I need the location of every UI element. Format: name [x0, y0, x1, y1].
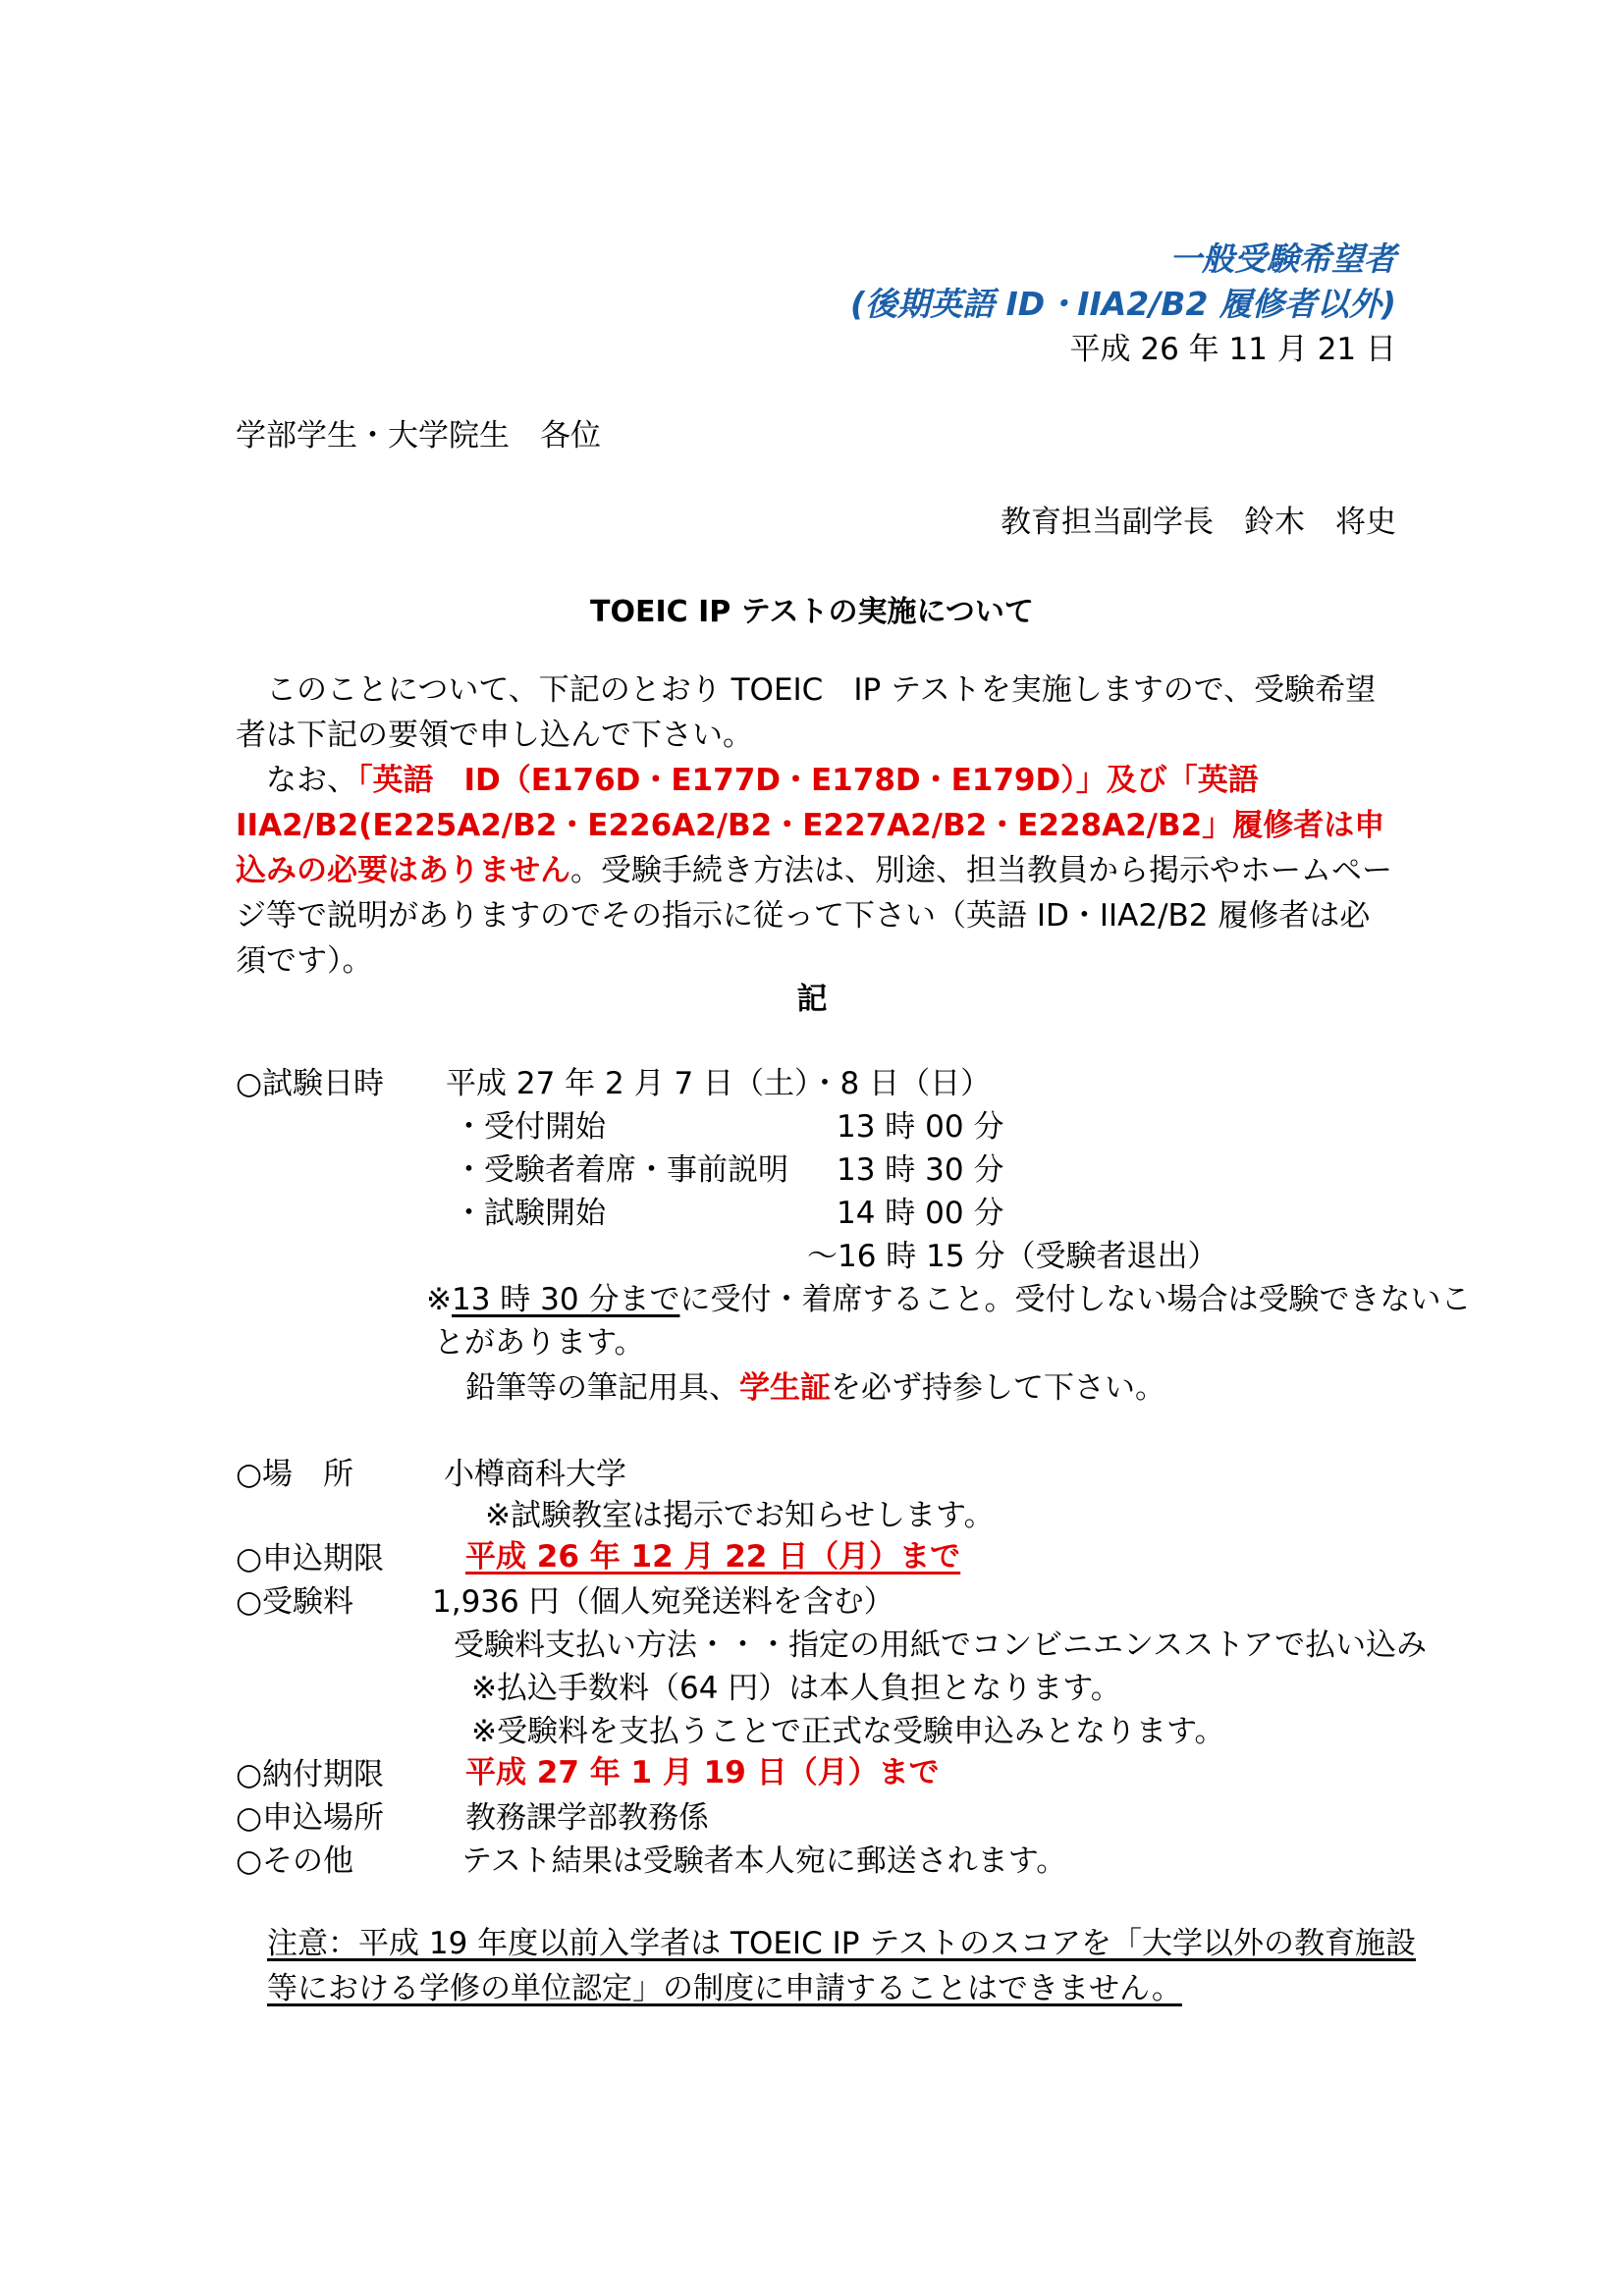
note-mark: ※: [426, 1282, 452, 1317]
bring-suffix: を必ず持参して下さい。: [831, 1370, 1165, 1406]
fee-label: ○受験料: [236, 1584, 354, 1620]
schedule-time-reception: 13 時 00 分: [837, 1109, 1004, 1145]
intro-text-1: このことについて、下記のとおり TOEIC IP テストを実施しますので、受験希望者は下記の要領で申し込んで下さい。: [236, 672, 1377, 753]
exam-note-line1: [426, 1274, 1471, 1318]
payment-deadline-label: ○納付期限: [236, 1757, 385, 1792]
intro-procedure: 。受験手続き方法は、別途、担当教員から掲示やホームページ等で説明がありますのでその指示に従って下さい（英語 ID・IIA2/B2 履修者は必須です）。: [236, 853, 1392, 979]
place-value: 小樽商科大学: [444, 1457, 626, 1492]
schedule-end: ～16 時 15 分（受験者退出）: [807, 1239, 1218, 1274]
schedule-time-seating: 13 時 30 分: [837, 1152, 1004, 1188]
schedule-item-reception: ・受付開始: [454, 1109, 606, 1145]
bring-items: [465, 1362, 1165, 1407]
sender: 教育担当副学長 鈴木 将史: [1001, 505, 1396, 540]
target-audience-line2: (後期英語 ID・IIA2/B2 履修者以外): [849, 285, 1396, 323]
note-text: に受付・着席すること。受付しない場合は受験できないこ: [679, 1282, 1472, 1317]
intro-text-2: [236, 758, 1394, 984]
document-title: TOEIC IP テストの実施について: [590, 595, 1034, 629]
deadline-value: 平成 26 年 12 月 22 日（月）まで: [465, 1539, 961, 1575]
office-label: ○申込場所: [236, 1800, 385, 1836]
other-value: テスト結果は受験者本人宛に郵送されます。: [461, 1843, 1067, 1879]
exam-datetime-label: ○試験日時: [236, 1066, 385, 1101]
fee-value: 1,936 円（個人宛発送料を含む）: [432, 1584, 894, 1620]
schedule-item-seating: ・受験者着席・事前説明: [454, 1152, 788, 1188]
place-label: ○場 所: [236, 1457, 354, 1492]
caution-line2: 等における学修の単位認定」の制度に申請することはできません。: [267, 1971, 1182, 2006]
payment-deadline-value: 平成 27 年 1 月 19 日（月）まで: [465, 1755, 940, 1790]
caution-line1: 注意：平成 19 年度以前入学者は TOEIC IP テストのスコアを「大学以外の教育施設: [267, 1926, 1417, 1961]
issue-date: 平成 26 年 11 月 21 日: [1069, 332, 1396, 367]
note-deadline: 13 時 30 分まで: [451, 1282, 680, 1317]
fee-note-2: ※受験料を支払うことで正式な受験申込みとなります。: [471, 1714, 1225, 1749]
fee-note-1: ※払込手数料（64 円）は本人負担となります。: [471, 1671, 1121, 1706]
office-value: 教務課学部教務係: [465, 1800, 709, 1836]
target-audience-line1: 一般受験希望者: [1169, 240, 1396, 278]
ki-heading: 記: [796, 982, 828, 1017]
exam-date: 平成 27 年 2 月 7 日（土）・8 日（日）: [446, 1066, 992, 1101]
addressee: 学部学生・大学院生 各位: [236, 418, 601, 454]
schedule-item-start: ・試験開始: [454, 1196, 606, 1231]
exemption-notice: 「英語 ID（E176D・E177D・E178D・E179D）」及び「英語 IIA2/B2(E225A2/B2・E226A2/B2・E227A2/B2・E228A2/B2」履修者は申込みの必要はありません: [236, 763, 1385, 888]
exam-note-line2: とがあります。: [434, 1325, 645, 1361]
schedule-time-start: 14 時 00 分: [837, 1196, 1004, 1231]
other-label: ○その他: [236, 1843, 354, 1879]
fee-method: 受験料支払い方法・・・指定の用紙でコンビニエンスストアで払い込み: [454, 1628, 1428, 1663]
bring-prefix: 鉛筆等の筆記用具、: [465, 1370, 739, 1406]
intro-prefix: なお、: [266, 763, 357, 798]
deadline-label: ○申込期限: [236, 1541, 385, 1576]
intro-paragraph: [236, 667, 1394, 984]
place-note: ※試験教室は掲示でお知らせします。: [485, 1498, 995, 1533]
student-id-emphasis: 学生証: [739, 1370, 831, 1406]
